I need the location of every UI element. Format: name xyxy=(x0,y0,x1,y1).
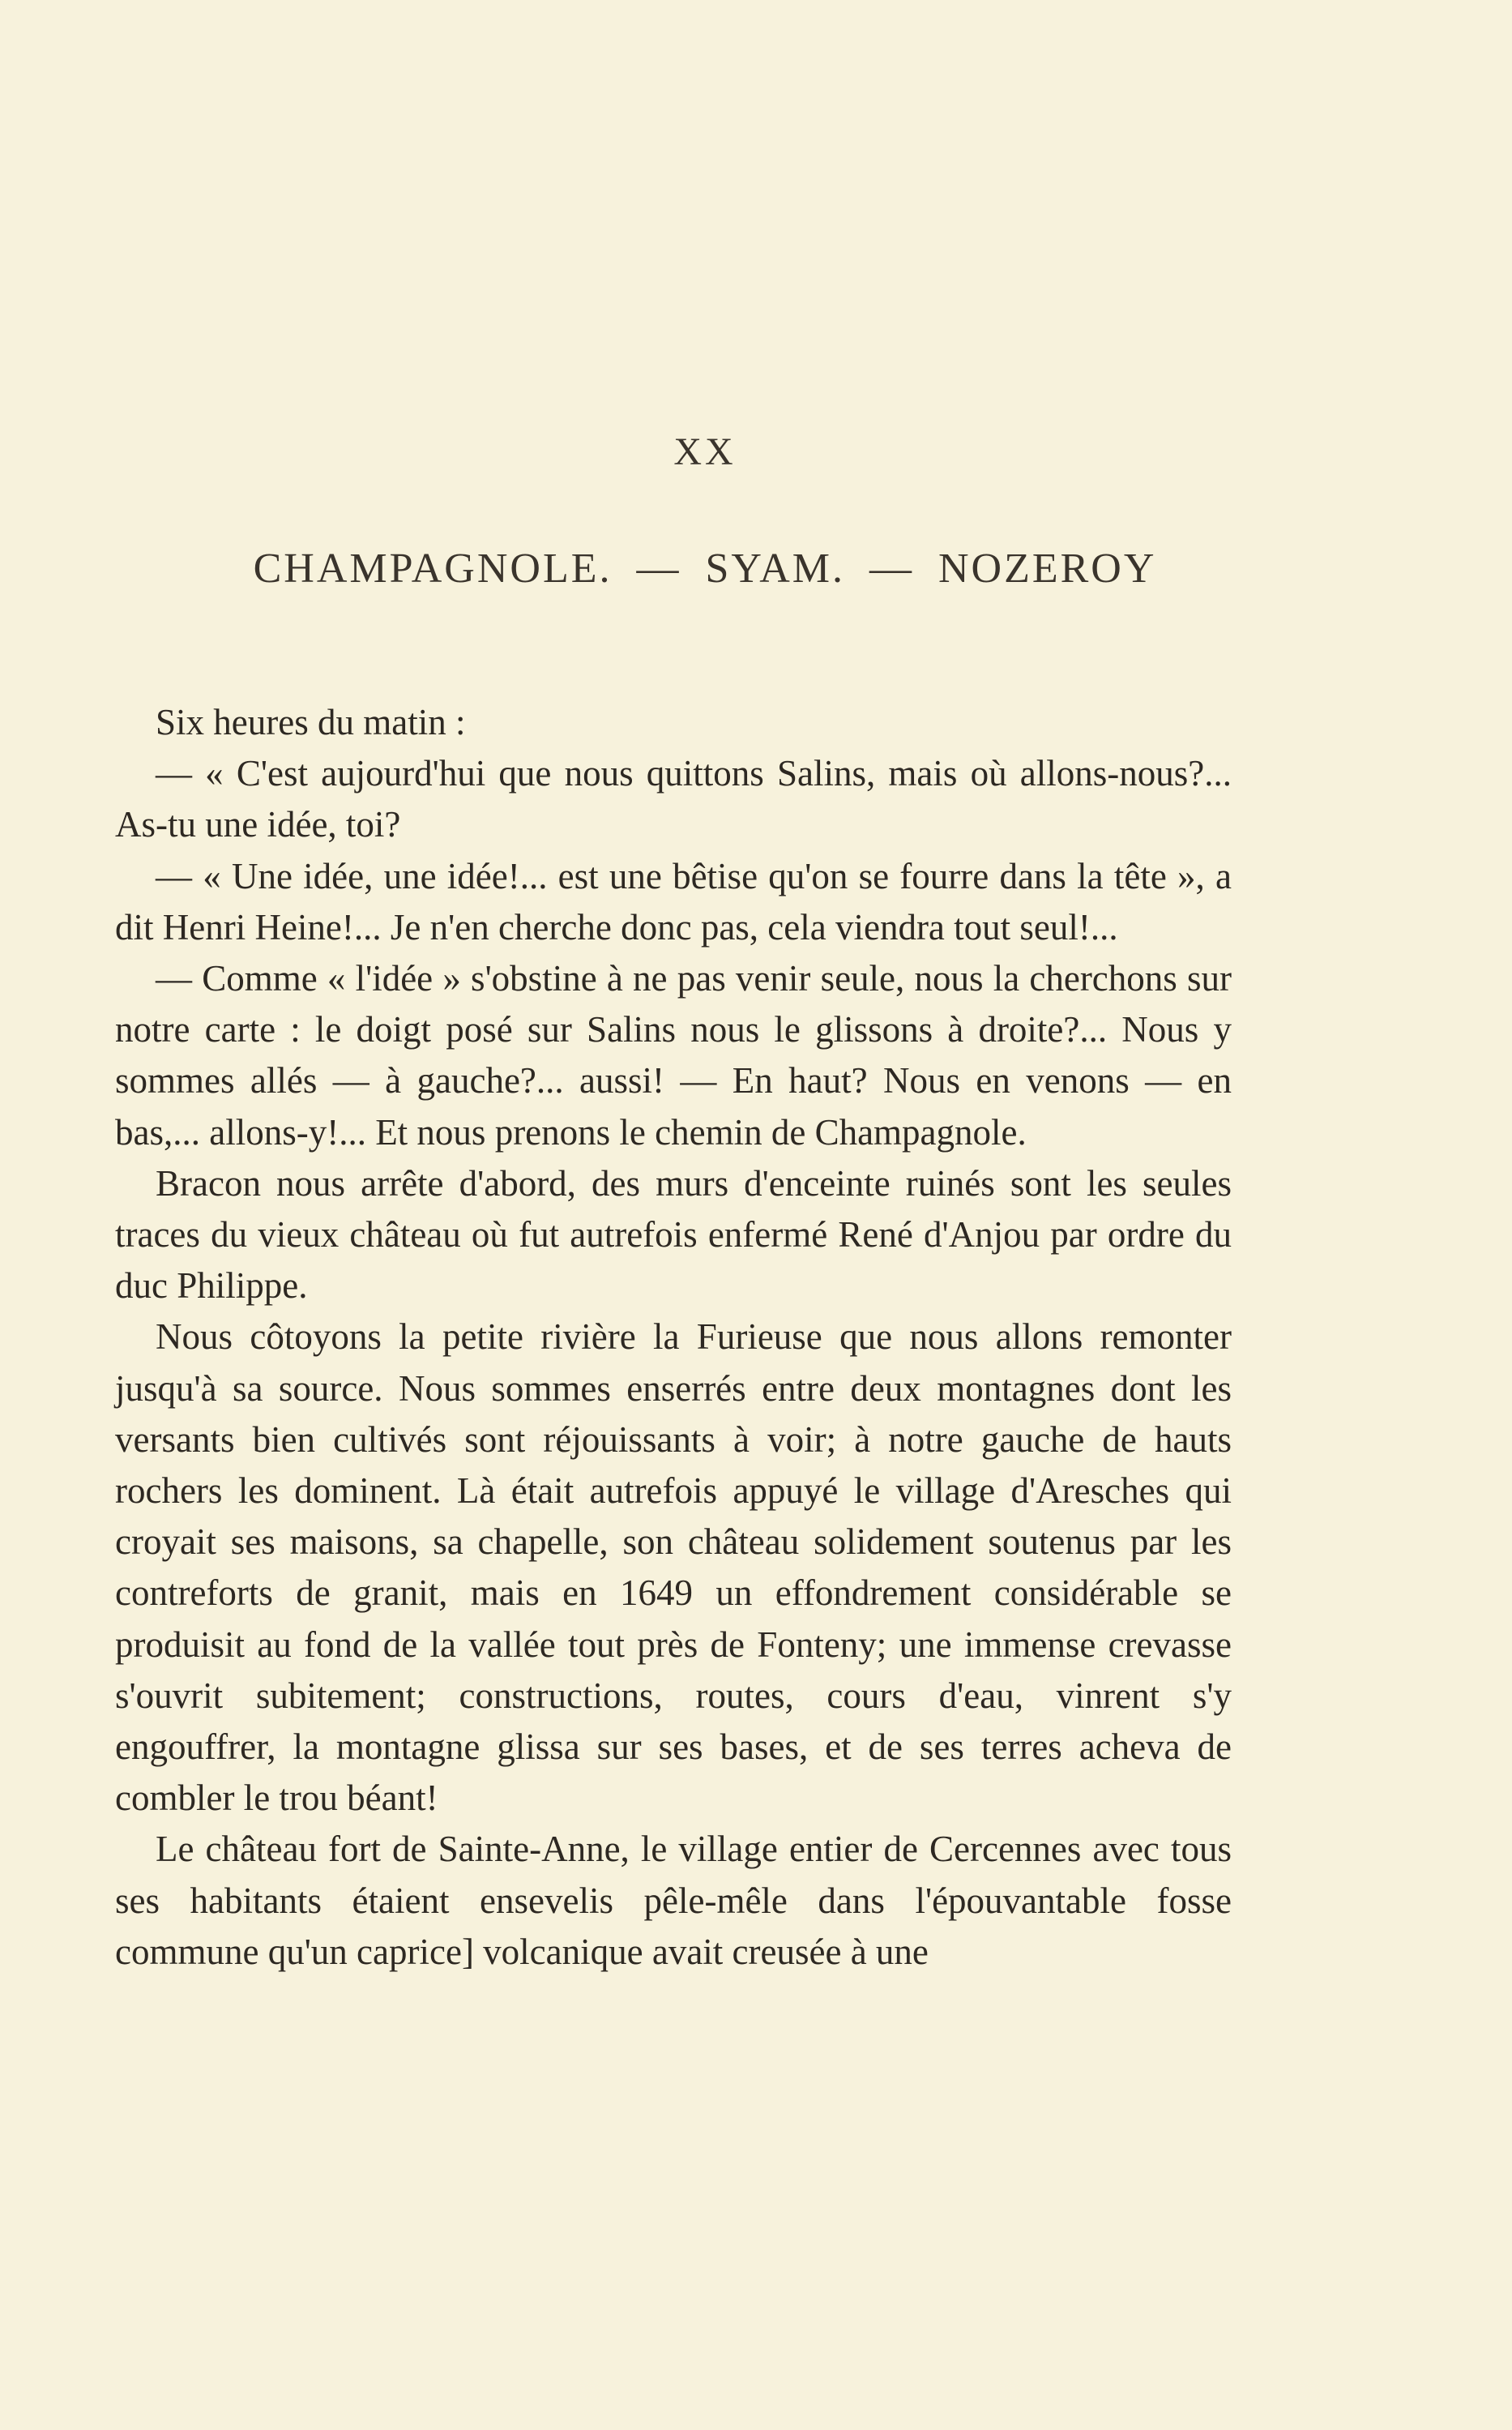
body-text xyxy=(115,697,1232,1978)
paragraph: — « Une idée, une idée!... est une bêtise qu'on se fourre dans la tête », a dit Henri Heine!... Je n'en cherche donc pas, cela viendra tout seul!... xyxy=(115,855,1232,948)
paragraph: Bracon nous arrête d'abord, des murs d'enceinte ruinés sont les seules traces du vieux château où fut autrefois enfermé René d'Anjou par ordre du duc Philippe. xyxy=(115,1162,1232,1307)
chapter-title: CHAMPAGNOLE. — SYAM. — NOZEROY xyxy=(253,545,1157,592)
paragraph: — Comme « l'idée » s'obstine à ne pas venir seule, nous la cherchons sur notre carte : le doigt posé sur Salins nous le glissons à droite?... Nous y sommes allés — à gauche?... aussi! — En haut? Nous en venons — en bas,... allons-y!... Et nous prenons le chemin de Champagnole. xyxy=(115,958,1232,1153)
paragraph: Le château fort de Sainte-Anne, le village entier de Cercennes avec tous ses habitants étaient ensevelis pêle-mêle dans l'épouvantable fosse commune qu'un caprice] volcanique avait creusée à une xyxy=(115,1829,1232,1972)
paragraph: Nous côtoyons la petite rivière la Furieuse que nous allons remonter jusqu'à sa source. Nous sommes enserrés entre deux montagnes dont les versants bien cultivés sont réjouissants à voir; à notre gauche de hauts rochers les dominent. Là était autrefois appuyé le village d'Aresches qui croyait ses maisons, sa chapelle, son château solidement soutenus par les contreforts de granit, mais en 1649 un effondrement considérable se produisit au fond de la vallée tout près de Fonteny; une immense crevasse s'ouvrit subitement; constructions, routes, cours d'eau, vinrent s'y engouffrer, la montagne glissa sur ses bases, et de ses terres acheva de combler le trou béant! xyxy=(115,1316,1232,1819)
paragraph: — « C'est aujourd'hui que nous quittons Salins, mais où allons-nous?... As-tu une idée, toi? xyxy=(115,753,1232,845)
chapter-number: XX xyxy=(673,430,737,473)
paragraph: Six heures du matin : xyxy=(156,702,466,742)
